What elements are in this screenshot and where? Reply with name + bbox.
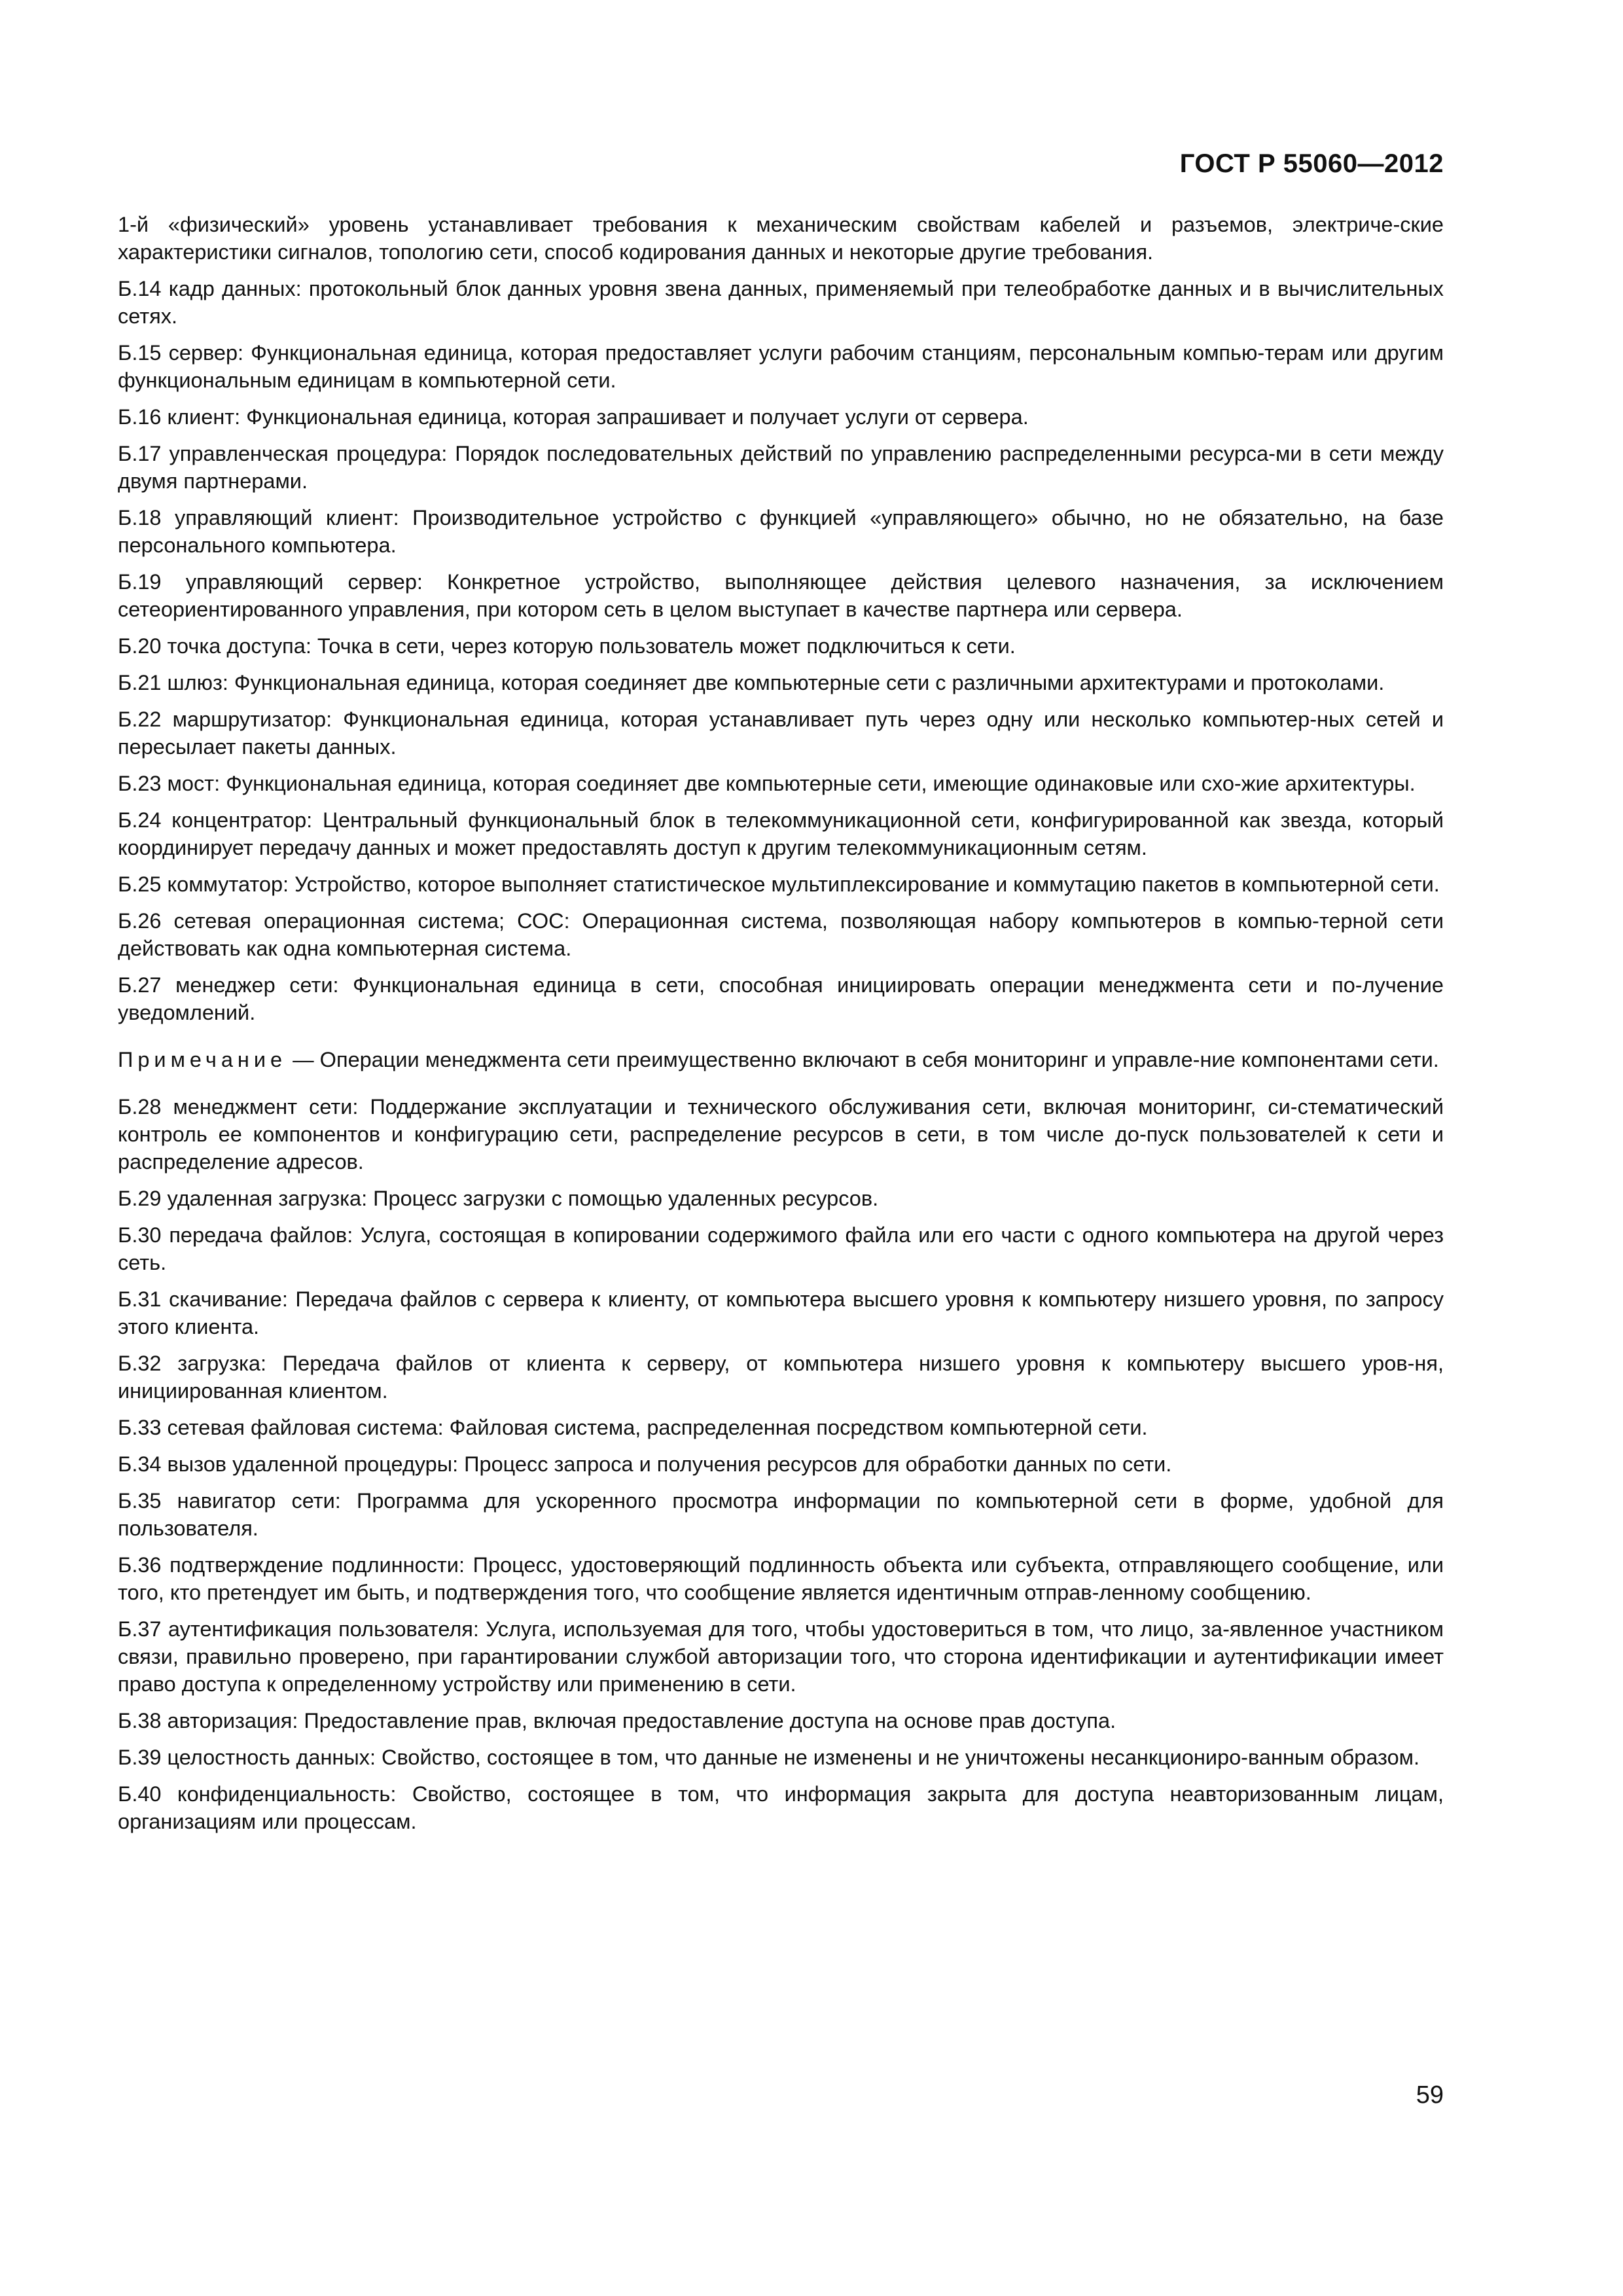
term-definition: Б.40 конфиденциальность: Свойство, состоящее в том, что информация закрыта для доступа неавторизованным лицам, организациям или процессам. (118, 1782, 1444, 1833)
term-definition: Б.19 управляющий сервер: Конкретное устройство, выполняющее действия целевого назначения, за исключением сетеориентированного управления, при котором сеть в целом выступает в качестве партнера или сервера. (118, 570, 1444, 621)
note-text: — Операции менеджмента сети преимущественно включают в себя мониторинг и управле-ние компонентами сети. (287, 1048, 1439, 1071)
term-definition: Б.17 управленческая процедура: Порядок последовательных действий по управлению распределенными ресурса-ми в сети между двумя партнерами. (118, 442, 1444, 493)
term-definition: Б.20 точка доступа: Точка в сети, через которую пользователь может подключиться к сети. (118, 634, 1016, 658)
term-definition: Б.36 подтверждение подлинности: Процесс, удостоверяющий подлинность объекта или субъекта, отправляющего сообщение, или того, кто претендует им быть, и подтверждения того, что сообщение является идентичным отправ-ленному сообщению. (118, 1553, 1444, 1604)
document-id: ГОСТ Р 55060—2012 (1179, 149, 1444, 178)
term-definition: Б.18 управляющий клиент: Производительное устройство с функцией «управляющего» обычно, но не обязательно, на базе персонального компьютера. (118, 506, 1444, 557)
term-definition: Б.21 шлюз: Функциональная единица, которая соединяет две компьютерные сети с различными архитектурами и протоколами. (118, 671, 1385, 694)
page-number: 59 (1416, 2081, 1444, 2109)
term-definition: Б.33 сетевая файловая система: Файловая система, распределенная посредством компьютерной сети. (118, 1416, 1148, 1439)
term-definition: Б.37 аутентификация пользователя: Услуга, используемая для того, чтобы удостовериться в том, что лицо, за-явленное участником связи, правильно проверено, при гарантировании службой авторизации того, что сторона идентификации и аутентификации имеет право доступа к определенному устройству или применению в сети. (118, 1617, 1444, 1696)
term-definition: Б.34 вызов удаленной процедуры: Процесс запроса и получения ресурсов для обработки данных по сети. (118, 1452, 1172, 1476)
term-definition: Б.26 сетевая операционная система; СОС: Операционная система, позволяющая набору компьютеров в компью-терной сети действовать как одна компьютерная система. (118, 909, 1444, 960)
note-label: Примечание (118, 1048, 287, 1071)
terms-list-continued (118, 1093, 1444, 1835)
document-body (118, 211, 1444, 1844)
term-definition: Б.16 клиент: Функциональная единица, которая запрашивает и получает услуги от сервера. (118, 405, 1029, 429)
term-definition: Б.38 авторизация: Предоставление прав, включая предоставление доступа на основе прав доступа. (118, 1709, 1116, 1732)
term-definition: Б.15 сервер: Функциональная единица, которая предоставляет услуги рабочим станциям, персональным компью-терам или другим функциональным единицам в компьютерной сети. (118, 341, 1444, 392)
terms-list (118, 275, 1444, 1026)
term-definition: Б.30 передача файлов: Услуга, состоящая в копировании содержимого файла или его части с одного компьютера на другой через сеть. (118, 1223, 1444, 1274)
term-definition: Б.14 кадр данных: протокольный блок данных уровня звена данных, применяемый при телеобработке данных и в вычислительных сетях. (118, 277, 1444, 328)
term-definition: Б.28 менеджмент сети: Поддержание эксплуатации и технического обслуживания сети, включая мониторинг, си-стематический контроль ее компонентов и конфигурацию сети, распределение ресурсов в сети, в том числе до-пуск пользователей к сети и распределение адресов. (118, 1095, 1444, 1174)
term-definition: Б.39 целостность данных: Свойство, состоящее в том, что данные не изменены и не уничтожены несанкциониро-ванным образом. (118, 1746, 1420, 1769)
term-definition: Б.25 коммутатор: Устройство, которое выполняет статистическое мультиплексирование и коммутацию пакетов в компьютерной сети. (118, 872, 1440, 896)
term-definition: Б.23 мост: Функциональная единица, которая соединяет две компьютерные сети, имеющие одинаковые или схо-жие архитектуры. (118, 772, 1416, 795)
term-definition: Б.35 навигатор сети: Программа для ускоренного просмотра информации по компьютерной сети в форме, удобной для пользователя. (118, 1489, 1444, 1540)
term-definition: Б.22 маршрутизатор: Функциональная единица, которая устанавливает путь через одну или несколько компьютер-ных сетей и пересылает пакеты данных. (118, 708, 1444, 759)
term-definition: Б.29 удаленная загрузка: Процесс загрузки с помощью удаленных ресурсов. (118, 1187, 879, 1210)
term-definition: Б.27 менеджер сети: Функциональная единица в сети, способная инициировать операции менеджмента сети и по-лучение уведомлений. (118, 973, 1444, 1024)
term-definition: Б.24 концентратор: Центральный функциональный блок в телекоммуникационной сети, конфигурированной как звезда, который координирует передачу данных и может предоставлять доступ к другим телекоммуникационным сетям. (118, 808, 1444, 859)
term-definition: Б.32 загрузка: Передача файлов от клиента к серверу, от компьютера низшего уровня к компьютеру высшего уров-ня, инициированная клиентом. (118, 1352, 1444, 1403)
note-paragraph (118, 1046, 1444, 1073)
term-definition: Б.31 скачивание: Передача файлов с сервера к клиенту, от компьютера высшего уровня к компьютеру низшего уровня, по запросу этого клиента. (118, 1287, 1444, 1338)
intro-paragraph: 1-й «физический» уровень устанавливает требования к механическим свойствам кабелей и разъемов, электриче-ские характеристики сигналов, топологию сети, способ кодирования данных и некоторые другие требования. (118, 213, 1444, 264)
